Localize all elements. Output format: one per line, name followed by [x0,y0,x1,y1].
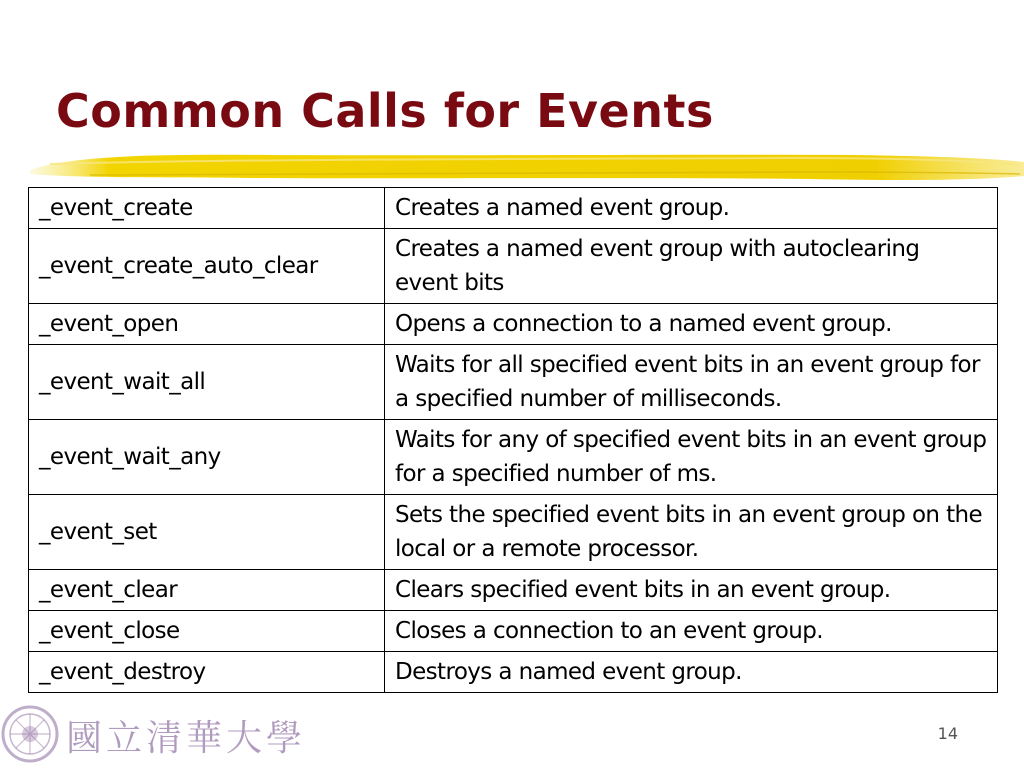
table-row [29,304,998,345]
call-description-cell: Destroys a named event group. [385,652,998,693]
call-name-cell: _event_wait_all [29,345,385,420]
table-row [29,420,998,495]
table-row [29,188,998,229]
page-number: 14 [937,724,958,743]
university-logo [0,700,330,768]
call-description-cell: Sets the specified event bits in an event group on the local or a remote processor. [385,495,998,570]
call-name-cell: _event_create_auto_clear [29,229,385,304]
call-description-cell: Closes a connection to an event group. [385,611,998,652]
table-row [29,495,998,570]
call-name-cell: _event_destroy [29,652,385,693]
call-name-cell: _event_set [29,495,385,570]
table-row [29,611,998,652]
call-description-cell: Opens a connection to a named event group. [385,304,998,345]
table-row [29,229,998,304]
call-name-cell: _event_close [29,611,385,652]
event-calls-table [28,187,998,693]
table-row [29,345,998,420]
call-description-cell: Creates a named event group with autoclearing event bits [385,229,998,304]
slide-title: Common Calls for Events [56,84,714,138]
call-name-cell: _event_open [29,304,385,345]
call-name-cell: _event_wait_any [29,420,385,495]
university-seal-icon [3,707,57,761]
call-description-cell: Creates a named event group. [385,188,998,229]
call-description-cell: Clears specified event bits in an event group. [385,570,998,611]
title-underline-brush [30,146,1024,190]
call-description-cell: Waits for any of specified event bits in an event group for a specified number of ms. [385,420,998,495]
call-description-cell: Waits for all specified event bits in an event group for a specified number of milliseconds. [385,345,998,420]
table-row [29,652,998,693]
table-row [29,570,998,611]
call-name-cell: _event_clear [29,570,385,611]
call-name-cell: _event_create [29,188,385,229]
university-name-calligraphy: 國立清華大學 [66,718,307,759]
